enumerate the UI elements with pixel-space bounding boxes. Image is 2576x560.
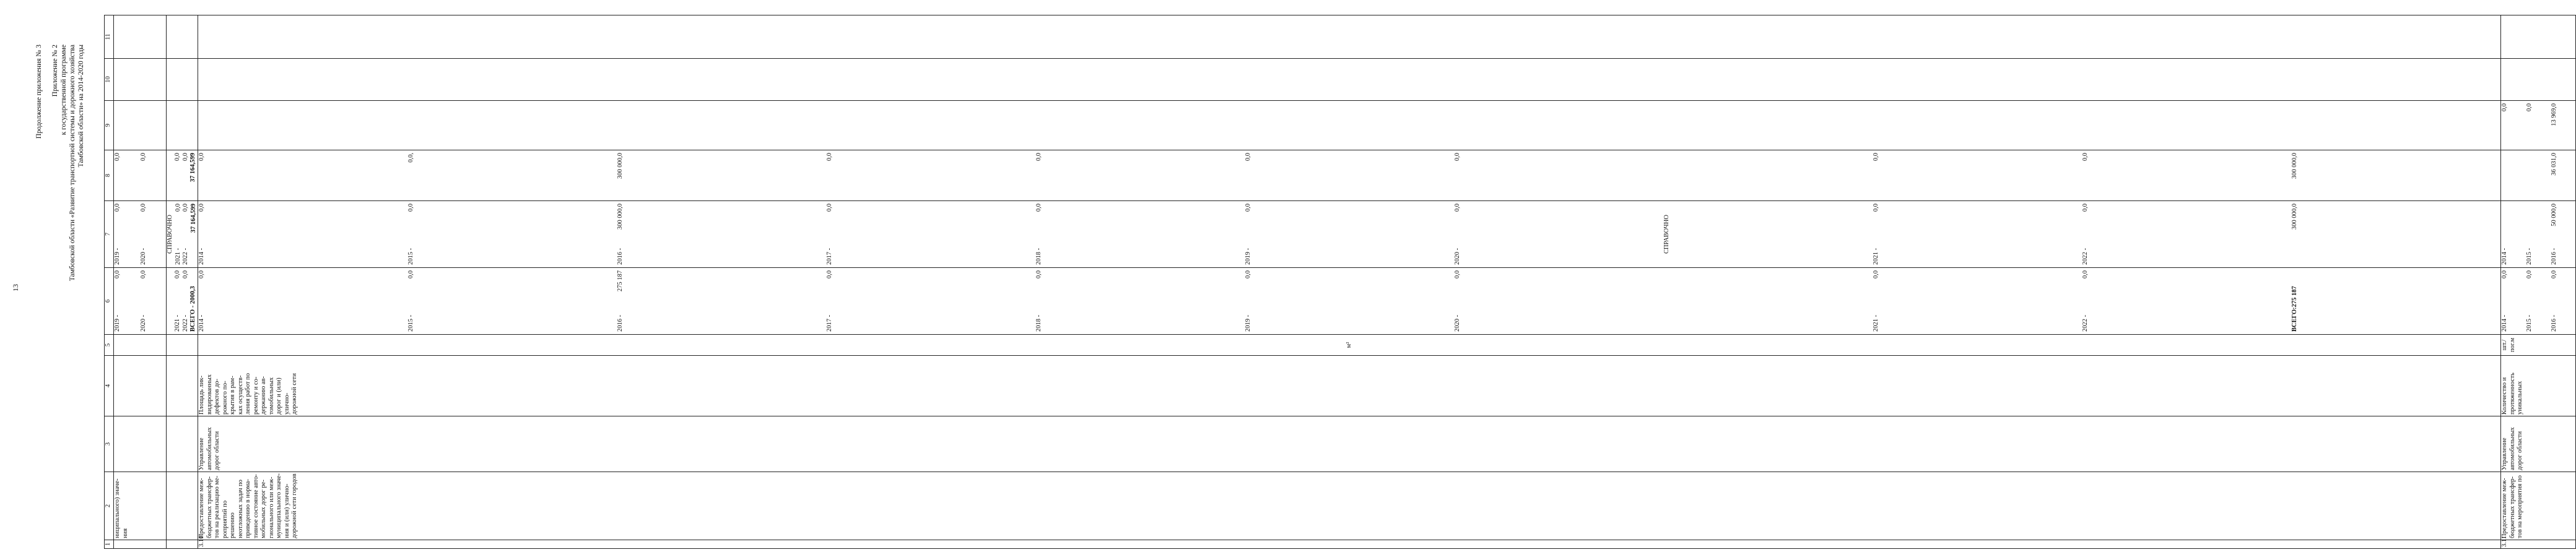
year-value: 0,0	[114, 204, 121, 212]
item-name: ниципального) значе- ния	[114, 478, 129, 538]
year-value: 0,0	[2551, 270, 2557, 279]
year-label: 2019 -	[114, 314, 121, 332]
header-line-4: Тамбовской области» на 2014-2020 годы	[77, 45, 85, 168]
year-value: 0,0	[182, 204, 189, 212]
year-value	[167, 269, 174, 299]
year-label: 2015 -	[407, 314, 414, 332]
year-value: 300 000,0	[617, 204, 624, 230]
value: 0,0	[826, 153, 833, 162]
year-value: 0,0	[114, 270, 121, 279]
col9-cell	[2501, 101, 2576, 150]
values-8	[114, 152, 166, 199]
col8-cell	[114, 150, 167, 201]
col-number: 4	[105, 356, 114, 416]
col-number: 6	[105, 268, 114, 335]
value: 0,0	[140, 153, 147, 162]
unit-cell	[167, 335, 198, 356]
year-value: 0,0	[1454, 204, 1461, 212]
year-value	[2501, 202, 2526, 232]
col6-cell	[198, 268, 2501, 335]
value: 0,0	[2501, 103, 2508, 112]
year-value: 0,0	[1873, 204, 1879, 212]
reference-note: СПРАВОЧНО	[167, 215, 173, 254]
year-label	[167, 299, 174, 334]
col7-cell	[167, 201, 198, 268]
year-value: 0,0	[1454, 270, 1461, 279]
total-value: 37 164,599	[189, 204, 197, 233]
total-label: ВСЕГО - 2000,3	[189, 286, 196, 332]
col11-cell	[198, 15, 2501, 59]
col6-cell	[114, 268, 167, 335]
year-values	[2501, 202, 2575, 266]
header-line-3: Тамбовской области «Развитие транспортной системы и дорожного хозяйства	[69, 45, 76, 282]
item-name: Предоставление меж- бюджетных трансфер- тов на реализацию ме- роприятий по решению неотложных задач по приведению в норма- тивное состояние авто- мобильных дорог ре- гионального или меж- муниципального значе- ния и (или) улично- дорожной сети городов	[198, 473, 298, 538]
year-label: 2015 -	[2526, 248, 2533, 265]
total-label: ВСЕГО:275 187	[2291, 286, 2298, 332]
year-values	[114, 269, 166, 333]
indicator: Площадь лик- видированных дефектов до- рожного по- крытия в рам- ках осуществ- ления работ по ремонту и со- держанию ав- томобильных дорог и (или) улично- дорожной сети	[198, 373, 298, 415]
program-table	[104, 15, 2576, 549]
year-value: 0,0	[1035, 270, 1042, 279]
year-values	[114, 202, 166, 266]
indicator-cell	[198, 356, 2501, 416]
value: 0,0	[2082, 153, 2089, 162]
year-value: 0,0	[140, 204, 147, 212]
col-number: 9	[105, 101, 114, 150]
total-value: 37 164,599	[189, 153, 196, 183]
row-num-cell: 3.11	[2501, 540, 2576, 549]
values-8	[198, 152, 2500, 199]
col11-cell	[2501, 15, 2576, 59]
total-value: 300 000,0	[2291, 153, 2298, 179]
year-label: 2016 -	[617, 314, 624, 332]
year-value: 275 187	[617, 270, 624, 292]
col11-cell	[114, 15, 167, 59]
year-value: 0,0	[1245, 204, 1251, 212]
year-value	[2526, 202, 2551, 232]
col-number: 5	[105, 335, 114, 356]
year-value: 0,0	[407, 270, 414, 279]
year-label: 2016 -	[2551, 314, 2557, 332]
year-value: 0,0	[826, 204, 833, 212]
value: 0,0	[114, 153, 121, 162]
col8-cell	[198, 150, 2501, 201]
year-value: 0,0	[181, 270, 189, 279]
year-label: 2014 -	[2501, 248, 2508, 265]
year-values	[167, 269, 198, 333]
item-name-cell	[114, 472, 167, 540]
executor-cell	[198, 416, 2501, 472]
unit-cell	[114, 335, 167, 356]
year-label: 2019 -	[1245, 314, 1251, 332]
col-number: 1	[105, 540, 114, 549]
year-label: 2022 -	[182, 248, 189, 265]
year-value	[1663, 269, 1873, 299]
year-value: 0,0	[1245, 270, 1251, 279]
year-label: 2014 -	[2501, 314, 2508, 332]
indicator: Количество и протяженность уникальных	[2501, 373, 2523, 415]
value: 0,0	[1035, 153, 1042, 162]
col-number: 3	[105, 416, 114, 472]
year-label: 2015 -	[407, 248, 414, 265]
year-value: 0,0	[174, 204, 181, 212]
year-label: 2019 -	[1245, 248, 1251, 265]
col7-cell	[198, 201, 2501, 268]
col7-cell	[114, 201, 167, 268]
value: 13 969,0	[2551, 103, 2557, 126]
year-value: 0,0	[826, 270, 833, 279]
value	[1663, 152, 1873, 199]
header-prefix: Приложение № 2	[51, 45, 59, 97]
year-label: 2018 -	[1035, 248, 1042, 265]
executor-cell	[114, 416, 167, 472]
indicator-cell	[114, 356, 167, 416]
year-label: 2021 -	[1873, 314, 1879, 332]
year-value: 0,0	[2526, 270, 2533, 279]
value: 0,0	[181, 153, 189, 162]
year-label	[1663, 299, 1873, 334]
value: 0,0	[174, 153, 181, 162]
year-label: 2016 -	[617, 248, 624, 265]
item-name-cell	[2501, 472, 2576, 540]
year-label: 2021 -	[174, 248, 181, 265]
column-number-row	[105, 15, 114, 549]
col10-cell	[198, 59, 2501, 101]
col10-cell	[167, 59, 198, 101]
item-name: Предоставление меж- бюджетных трансфер- тов на мероприятия по	[2501, 475, 2523, 538]
year-label: 2022 -	[2082, 314, 2089, 332]
value: 0,0	[1454, 153, 1461, 162]
year-values	[167, 202, 198, 266]
year-value: 0,0	[174, 270, 181, 279]
col7-cell	[2501, 201, 2576, 268]
year-values	[198, 202, 2500, 266]
table-row-3-10	[198, 15, 2501, 549]
total-value: 300 000,0	[2291, 204, 2298, 230]
year-value: 50 000,0	[2551, 204, 2557, 226]
value	[2501, 152, 2526, 199]
executor: Управление автомобильных дорог области	[198, 427, 220, 470]
value: 0,0	[2526, 103, 2533, 112]
unit: м²	[1345, 342, 1352, 348]
year-label: 2022 -	[2082, 248, 2089, 265]
col6-cell	[167, 268, 198, 335]
value: 0,0	[1873, 153, 1879, 162]
year-label: 2020 -	[140, 314, 147, 332]
header-line-2-text: к государственной программе	[60, 45, 67, 136]
year-value: 0,0	[2501, 270, 2508, 279]
year-label: 2021 -	[1873, 248, 1879, 265]
unit-cell	[2501, 335, 2576, 356]
col-number: 11	[105, 15, 114, 59]
col9-cell	[114, 101, 167, 150]
col6-cell	[2501, 268, 2576, 335]
col-number: 8	[105, 150, 114, 201]
col9-cell	[198, 101, 2501, 150]
year-label: 2014 -	[198, 248, 205, 265]
table-row-reference	[167, 15, 198, 549]
year-label: 2017 -	[826, 248, 833, 265]
col10-cell	[114, 59, 167, 101]
col-number: 2	[105, 472, 114, 540]
table-row-3-11	[2501, 15, 2576, 549]
year-label	[190, 235, 198, 267]
year-value: 0,0	[1035, 204, 1042, 212]
year-label: 2020 -	[1454, 248, 1461, 265]
values-8	[2501, 152, 2575, 199]
year-label: 2020 -	[140, 248, 147, 265]
value	[2526, 152, 2551, 199]
col8-cell	[167, 150, 198, 201]
year-label	[2291, 232, 2500, 267]
year-label: 2021 -	[174, 314, 181, 332]
year-label: 2019 -	[114, 248, 121, 265]
col10-cell	[2501, 59, 2576, 101]
unit-cell	[198, 335, 2501, 356]
year-value: 0,0	[198, 204, 205, 212]
header-line-1: Продолжение приложения № 3	[35, 45, 43, 139]
year-values	[198, 269, 2500, 333]
col11-cell	[167, 15, 198, 59]
row-num-cell: 3.10	[198, 540, 2501, 549]
col9-cell	[167, 101, 198, 150]
row-num-cell	[114, 540, 167, 549]
value: 0,0	[1245, 153, 1251, 162]
year-value: 0,0	[407, 204, 414, 212]
indicator-cell	[2501, 356, 2576, 416]
year-values	[2501, 269, 2575, 333]
table-row-continuation	[114, 15, 167, 549]
executor: Управление автомобильных дорог области	[2501, 427, 2523, 470]
year-label: 2014 -	[198, 314, 205, 332]
row-num-cell	[167, 540, 198, 549]
year-label: 2022 -	[181, 314, 189, 332]
col8-cell	[2501, 150, 2576, 201]
item-name-cell	[167, 472, 198, 540]
year-label: 2017 -	[826, 314, 833, 332]
item-name-cell	[198, 472, 2501, 540]
year-value: 0,0	[2082, 204, 2089, 212]
executor-cell	[2501, 416, 2576, 472]
unit: шт./пог.м	[2501, 337, 2516, 353]
year-value: 0,0	[1873, 270, 1879, 279]
year-label: 2016 -	[2551, 248, 2557, 265]
value: 300 000,0	[617, 153, 624, 179]
value: 0,0	[198, 153, 205, 162]
indicator-cell	[167, 356, 198, 416]
page-number: 13	[11, 284, 20, 291]
reference-note: СПРАВОЧНО	[1663, 215, 1670, 254]
year-label: 2015 -	[2526, 314, 2533, 332]
col-number: 7	[105, 201, 114, 268]
value: 36 031,0	[2551, 153, 2557, 176]
value: 0,0,	[407, 153, 414, 163]
header-line-2	[51, 45, 68, 391]
values-8	[167, 152, 198, 199]
col-number: 10	[105, 59, 114, 101]
year-value: 0,0	[2082, 270, 2089, 279]
year-value: 0,0	[140, 270, 147, 279]
value	[167, 152, 174, 199]
year-value: 0,0	[198, 270, 205, 279]
year-label: 2020 -	[1454, 314, 1461, 332]
executor-cell	[167, 416, 198, 472]
values-9	[2501, 102, 2575, 149]
year-label: 2018 -	[1035, 314, 1042, 332]
